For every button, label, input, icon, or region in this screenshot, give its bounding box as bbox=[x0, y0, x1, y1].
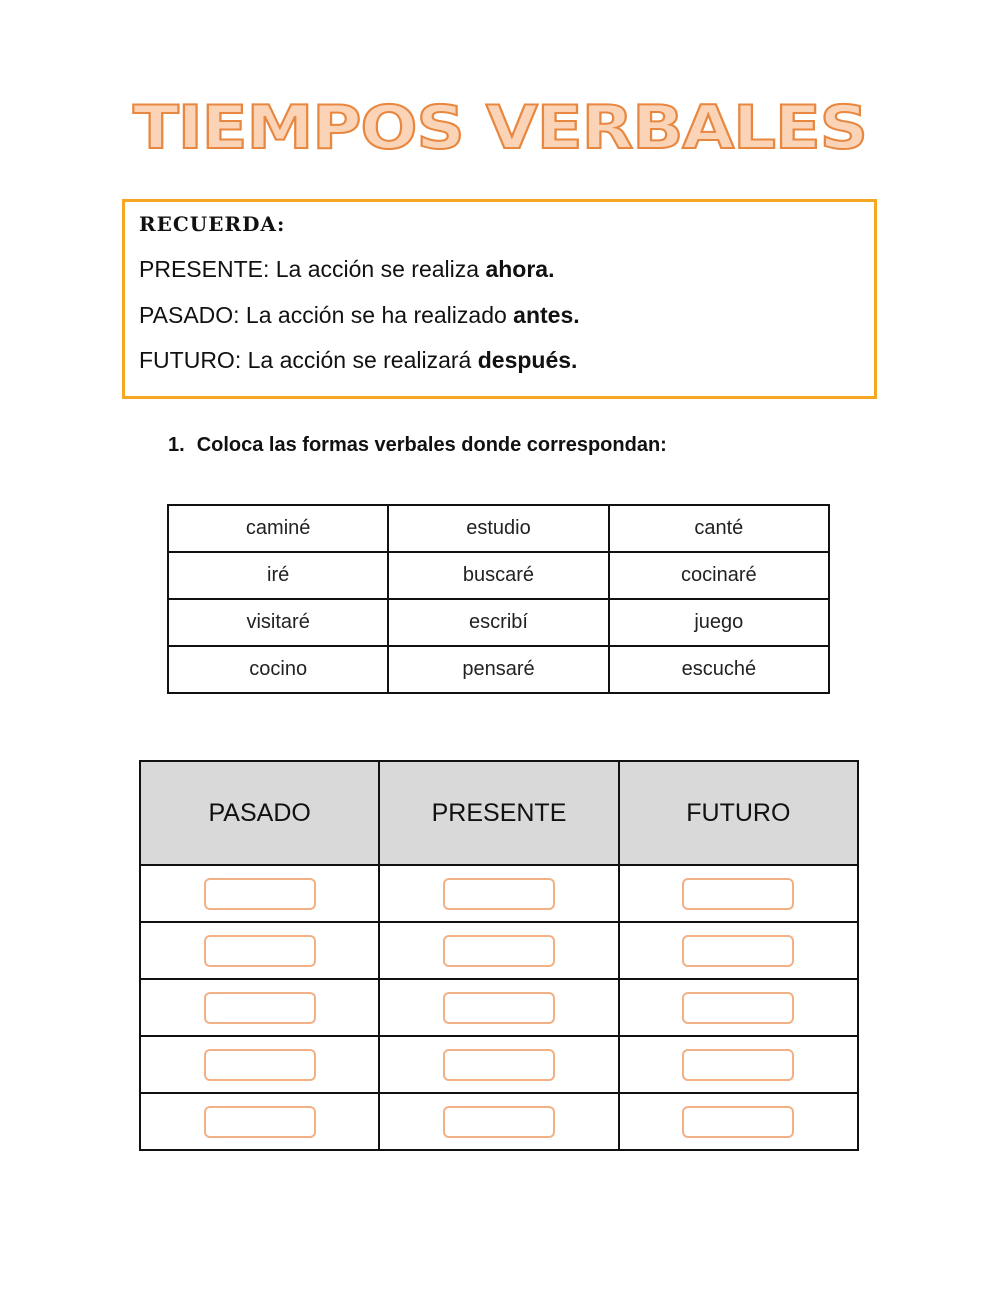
drop-slot-futuro[interactable] bbox=[682, 1049, 794, 1081]
drop-slot-pasado[interactable] bbox=[204, 935, 316, 967]
word-bank-row bbox=[168, 599, 829, 646]
draggable-word[interactable]: escribí bbox=[388, 599, 608, 646]
draggable-word[interactable]: visitaré bbox=[168, 599, 388, 646]
drop-slot-futuro[interactable] bbox=[682, 878, 794, 910]
tense-header-row bbox=[140, 761, 858, 865]
instruction-text: Coloca las formas verbales donde correspondan: bbox=[196, 434, 667, 456]
drop-slot-futuro[interactable] bbox=[682, 935, 794, 967]
rule-text: La acción se realiza bbox=[269, 256, 486, 282]
word-bank-table bbox=[167, 504, 830, 694]
drop-slot-pasado[interactable] bbox=[204, 992, 316, 1024]
draggable-word[interactable]: pensaré bbox=[388, 646, 608, 693]
instruction bbox=[168, 434, 667, 457]
word-bank-row bbox=[168, 505, 829, 552]
header-presente: PRESENTE bbox=[379, 761, 618, 865]
drop-slot-pasado[interactable] bbox=[204, 1049, 316, 1081]
header-futuro: FUTURO bbox=[619, 761, 858, 865]
draggable-word[interactable]: caminé bbox=[168, 505, 388, 552]
recuerda-box bbox=[122, 199, 877, 399]
rule-emphasis: después. bbox=[477, 347, 578, 373]
tense-row bbox=[140, 1093, 858, 1150]
tense-row bbox=[140, 979, 858, 1036]
tense-row bbox=[140, 865, 858, 922]
rule-text: La acción se ha realizado bbox=[239, 302, 514, 328]
rule-emphasis: ahora. bbox=[485, 256, 555, 282]
rule-pasado bbox=[139, 302, 580, 329]
drop-slot-presente[interactable] bbox=[443, 992, 555, 1024]
instruction-number: 1. bbox=[168, 434, 185, 456]
drop-slot-presente[interactable] bbox=[443, 878, 555, 910]
rule-label: FUTURO: bbox=[139, 347, 242, 373]
draggable-word[interactable]: canté bbox=[609, 505, 829, 552]
drop-slot-presente[interactable] bbox=[443, 1049, 555, 1081]
draggable-word[interactable]: cocino bbox=[168, 646, 388, 693]
draggable-word[interactable]: juego bbox=[609, 599, 829, 646]
drop-slot-pasado[interactable] bbox=[204, 1106, 316, 1138]
rule-label: PASADO: bbox=[139, 302, 240, 328]
rule-presente bbox=[139, 256, 554, 283]
drop-slot-futuro[interactable] bbox=[682, 1106, 794, 1138]
drop-slot-presente[interactable] bbox=[443, 1106, 555, 1138]
word-bank-row bbox=[168, 646, 829, 693]
page-title: TIEMPOS VERBALES bbox=[133, 93, 867, 163]
recuerda-heading: RECUERDA: bbox=[139, 212, 286, 236]
header-pasado: PASADO bbox=[140, 761, 379, 865]
draggable-word[interactable]: cocinaré bbox=[609, 552, 829, 599]
drop-slot-futuro[interactable] bbox=[682, 992, 794, 1024]
rule-emphasis: antes. bbox=[513, 302, 580, 328]
drop-slot-presente[interactable] bbox=[443, 935, 555, 967]
draggable-word[interactable]: escuché bbox=[609, 646, 829, 693]
drop-slot-pasado[interactable] bbox=[204, 878, 316, 910]
draggable-word[interactable]: estudio bbox=[388, 505, 608, 552]
rule-label: PRESENTE: bbox=[139, 256, 270, 282]
rule-futuro bbox=[139, 347, 577, 374]
rule-text: La acción se realizará bbox=[241, 347, 478, 373]
tense-row bbox=[140, 1036, 858, 1093]
word-bank-row bbox=[168, 552, 829, 599]
draggable-word[interactable]: iré bbox=[168, 552, 388, 599]
tense-row bbox=[140, 922, 858, 979]
draggable-word[interactable]: buscaré bbox=[388, 552, 608, 599]
tense-table bbox=[139, 760, 859, 1151]
